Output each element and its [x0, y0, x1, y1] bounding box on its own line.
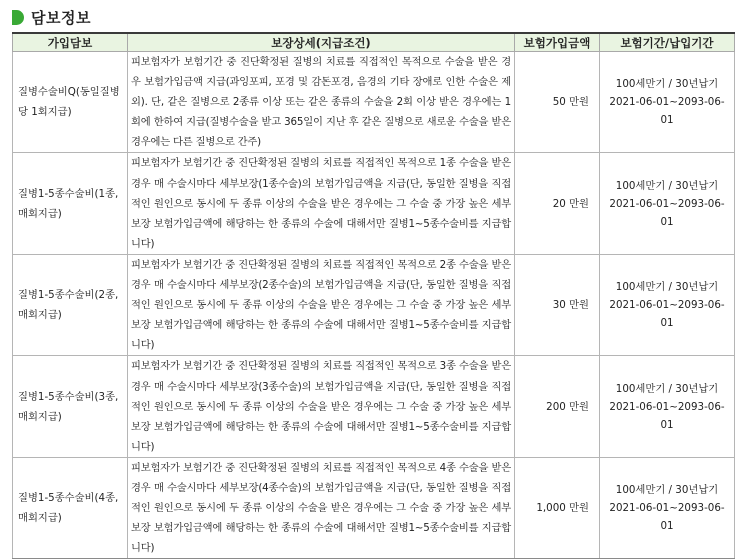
header-coverage: 가입담보	[13, 33, 128, 52]
coverage-detail: 피보험자가 보험기간 중 진단확정된 질병의 치료를 직접적인 목적으로 수술을 받은 경우 보험가입금액 지급(과잉포피, 포경 및 감돈포경, 음경의 기타 장애로 인한 수술은 제외). 단, 같은 질병으로 2종류 이상 또는 같은 종류의 수술을 2회 이상 받은 경우에는 1회에 한하여 지급(질병수술을 받고 365일이 지난 후 같은 질병으로 새로운 수술을 받은 경우에는 다른 질병으로 간주)	[128, 52, 515, 153]
coverage-name: 질병1-5종수술비(2종, 매회지급)	[13, 254, 128, 355]
coverage-name: 질병1-5종수술비(4종, 매회지급)	[13, 457, 128, 558]
coverage-period-cell	[600, 153, 735, 254]
table-header-row	[13, 33, 735, 52]
coverage-period-cell	[600, 457, 735, 558]
coverage-dates: 2021-06-01~2093-06-01	[609, 502, 725, 533]
coverage-period-cell	[600, 356, 735, 457]
section-header	[12, 6, 735, 28]
table-row	[13, 356, 735, 457]
coverage-period: 100세만기 / 30년납기	[615, 382, 719, 395]
header-detail: 보장상세(지급조건)	[128, 33, 515, 52]
coverage-name: 질병1-5종수술비(3종, 매회지급)	[13, 356, 128, 457]
coverage-detail: 피보험자가 보험기간 중 진단확정된 질병의 치료를 직접적인 목적으로 3종 수술을 받은 경우 매 수술시마다 세부보장(3종수술)의 보험가입금액을 지급(단, 동일한 질병을 직접적인 원인으로 동시에 두 종류 이상의 수술을 받은 경우에는 그 수술 중 가장 높은 세부보장 보험가입금액에 해당하는 한 종류의 수술에 대해서만 질병1~5종수술비를 지급합니다)	[128, 356, 515, 457]
coverage-dates: 2021-06-01~2093-06-01	[609, 299, 725, 330]
coverage-table	[12, 32, 735, 559]
table-row	[13, 254, 735, 355]
table-row	[13, 457, 735, 558]
coverage-detail: 피보험자가 보험기간 중 진단확정된 질병의 치료를 직접적인 목적으로 1종 수술을 받은 경우 매 수술시마다 세부보장(1종수술)의 보험가입금액을 지급(단, 동일한 질병을 직접적인 원인으로 동시에 두 종류 이상의 수술을 받은 경우에는 그 수술 중 가장 높은 세부보장 보험가입금액에 해당하는 한 종류의 수술에 대해서만 질병1~5종수술비를 지급합니다)	[128, 153, 515, 254]
coverage-name: 질병1-5종수술비(1종, 매회지급)	[13, 153, 128, 254]
coverage-dates: 2021-06-01~2093-06-01	[609, 197, 725, 228]
table-row	[13, 153, 735, 254]
coverage-amount: 50 만원	[515, 52, 600, 153]
coverage-dates: 2021-06-01~2093-06-01	[609, 400, 725, 431]
coverage-period: 100세만기 / 30년납기	[615, 78, 719, 91]
header-amount: 보험가입금액	[515, 33, 600, 52]
coverage-detail: 피보험자가 보험기간 중 진단확정된 질병의 치료를 직접적인 목적으로 4종 수술을 받은 경우 매 수술시마다 세부보장(4종수술)의 보험가입금액을 지급(단, 동일한 질병을 직접적인 원인으로 동시에 두 종류 이상의 수술을 받은 경우에는 그 수술 중 가장 높은 세부보장 보험가입금액에 해당하는 한 종류의 수술에 대해서만 질병1~5종수술비를 지급합니다)	[128, 457, 515, 558]
section-bullet-icon	[12, 10, 24, 25]
coverage-period: 100세만기 / 30년납기	[615, 179, 719, 192]
coverage-period-cell	[600, 52, 735, 153]
coverage-amount: 20 만원	[515, 153, 600, 254]
coverage-period: 100세만기 / 30년납기	[615, 484, 719, 497]
section-title: 담보정보	[31, 8, 91, 27]
table-row	[13, 52, 735, 153]
coverage-period-cell	[600, 254, 735, 355]
header-period: 보험기간/납입기간	[600, 33, 735, 52]
coverage-amount: 30 만원	[515, 254, 600, 355]
coverage-period: 100세만기 / 30년납기	[615, 281, 719, 294]
coverage-amount: 200 만원	[515, 356, 600, 457]
coverage-amount: 1,000 만원	[515, 457, 600, 558]
coverage-detail: 피보험자가 보험기간 중 진단확정된 질병의 치료를 직접적인 목적으로 2종 수술을 받은 경우 매 수술시마다 세부보장(2종수술)의 보험가입금액을 지급(단, 동일한 질병을 직접적인 원인으로 동시에 두 종류 이상의 수술을 받은 경우에는 그 수술 중 가장 높은 세부보장 보험가입금액에 해당하는 한 종류의 수술에 대해서만 질병1~5종수술비를 지급합니다)	[128, 254, 515, 355]
coverage-dates: 2021-06-01~2093-06-01	[609, 96, 725, 127]
coverage-name: 질병수술비Q(동일질병당 1회지급)	[13, 52, 128, 153]
